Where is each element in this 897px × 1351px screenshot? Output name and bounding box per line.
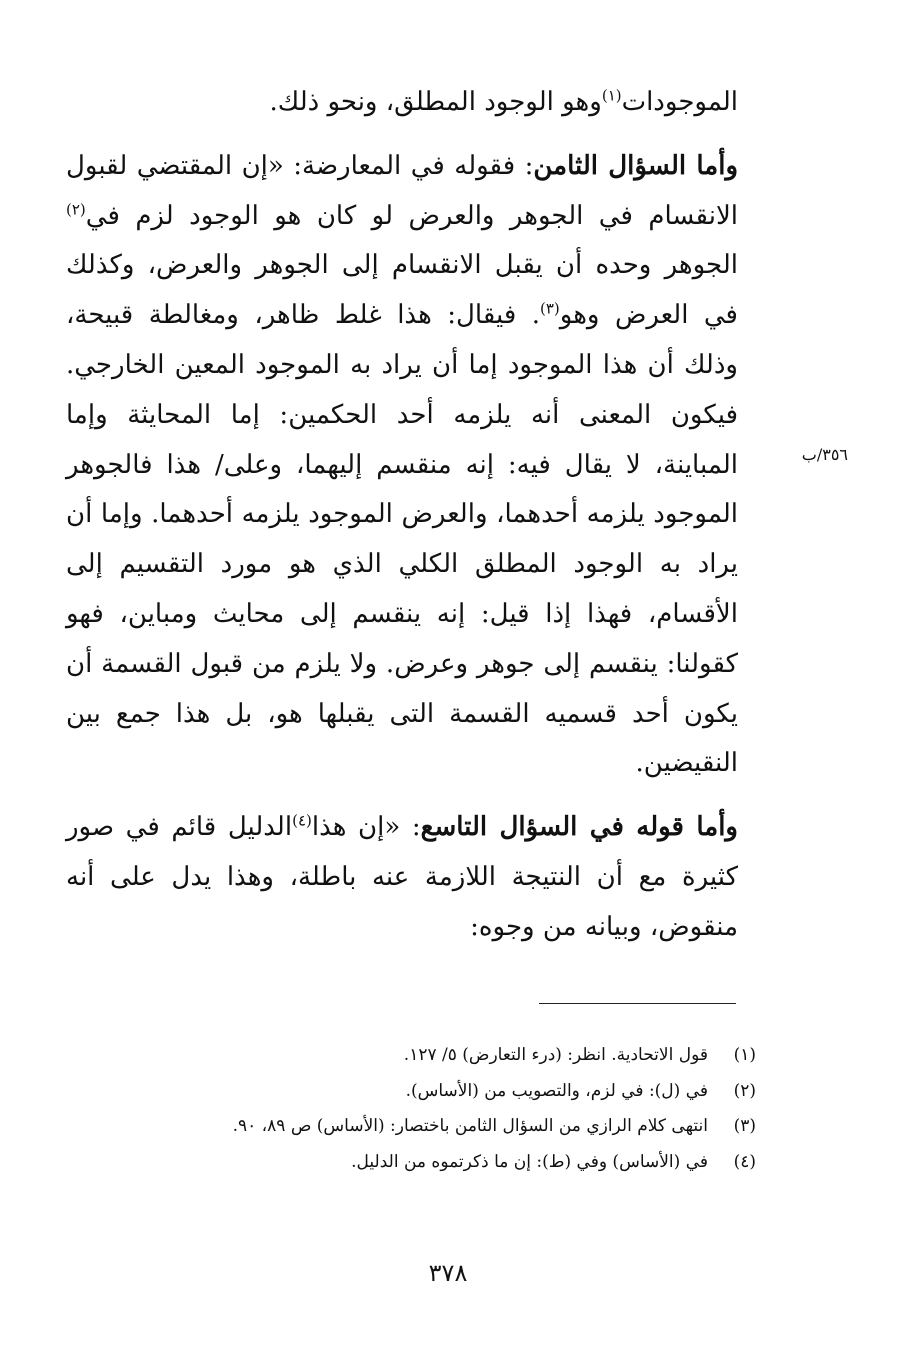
footnote-number: (١) xyxy=(733,1045,756,1065)
text-span: . فيقال: هذا غلط ظاهر، ومغالطة قبيحة، وذلك أن هذا الموجود إما أن يراد به الموجود المعين الخارجي. فيكون المعنى أنه يلزمه أحد الحكمين: إما المحايثة وإما المباينة، لا يقال فيه: إنه منقسم إليهما، وعلى/ هذا فالجوهر الموجود يلزمه أحدهما، والعرض الموجود يلزمه أحدهما. وإما أن يراد به الوجود المطلق الكلي الذي هو مورد التقسيم إلى الأقسام، فهذا إذا قيل: إنه ينقسم إلى محايث ومباين، فهو كقولنا: ينقسم إلى جوهر وعرض. ولا يلزم من قبول القسمة أن يكون أحد قسميه القسمة التى يقبلها هو، بل هذا جمع بين النقيضين. xyxy=(66,300,738,779)
footnote-number: (٣) xyxy=(733,1116,756,1136)
footnote-4 xyxy=(110,1145,756,1181)
footnote-separator xyxy=(539,1003,736,1004)
footnote-ref-3[interactable]: (٣) xyxy=(540,299,560,318)
text-span: الموجودات xyxy=(621,87,738,117)
footnote-1 xyxy=(110,1038,756,1074)
paragraph-question-9 xyxy=(66,803,738,952)
footnote-ref-1[interactable]: (١) xyxy=(601,86,622,105)
main-text xyxy=(66,78,738,953)
paragraph-question-8 xyxy=(66,142,738,789)
text-span: الجوهر وحده أن يقبل الانقسام إلى الجوهر والعرض، وكذلك في العرض وهو xyxy=(66,250,738,331)
footnote-number: (٤) xyxy=(733,1151,756,1172)
footnote-text: انتهى كلام الرازي من السؤال الثامن باختصار: (الأساس) ص ٨٩، ٩٠. xyxy=(232,1116,708,1136)
footnote-ref-4[interactable]: (٤) xyxy=(292,811,312,830)
footnote-text: قول الاتحادية. انظر: (درء التعارض) ٥/ ١٢٧. xyxy=(403,1045,708,1065)
footnote-text: في (الأساس) وفي (ط): إن ما ذكرتموه من الدليل. xyxy=(351,1151,708,1172)
text-span: : «إن هذا xyxy=(311,812,421,843)
section-heading-question-8: وأما السؤال الثامن xyxy=(533,150,739,181)
footnote-3 xyxy=(110,1109,756,1145)
footnote-ref-2[interactable]: (٢) xyxy=(66,199,86,218)
text-span: : فقوله في المعارضة: «إن المقتضي لقبول الانقسام في الجوهر والعرض لو كان هو الوجود لزم في xyxy=(66,150,738,231)
paragraph-1 xyxy=(66,78,738,128)
footnote-number: (٢) xyxy=(733,1080,756,1101)
footnotes xyxy=(110,1038,756,1180)
footnote-2 xyxy=(110,1074,756,1110)
text-span: الدليل قائم في صور كثيرة مع أن النتيجة اللازمة عنه باطلة، وهذا يدل على أنه منقوض، وبيانه من وجوه: xyxy=(66,812,738,942)
text-span: وهو الوجود المطلق، ونحو ذلك. xyxy=(269,87,602,117)
footnote-text: في (ل): في لزم، والتصويب من (الأساس). xyxy=(405,1080,708,1101)
manuscript-folio-marker: ٣٥٦/ب xyxy=(801,445,848,464)
section-heading-question-9: وأما قوله في السؤال التاسع xyxy=(420,812,738,843)
page-number: ٣٧٨ xyxy=(428,1259,468,1287)
